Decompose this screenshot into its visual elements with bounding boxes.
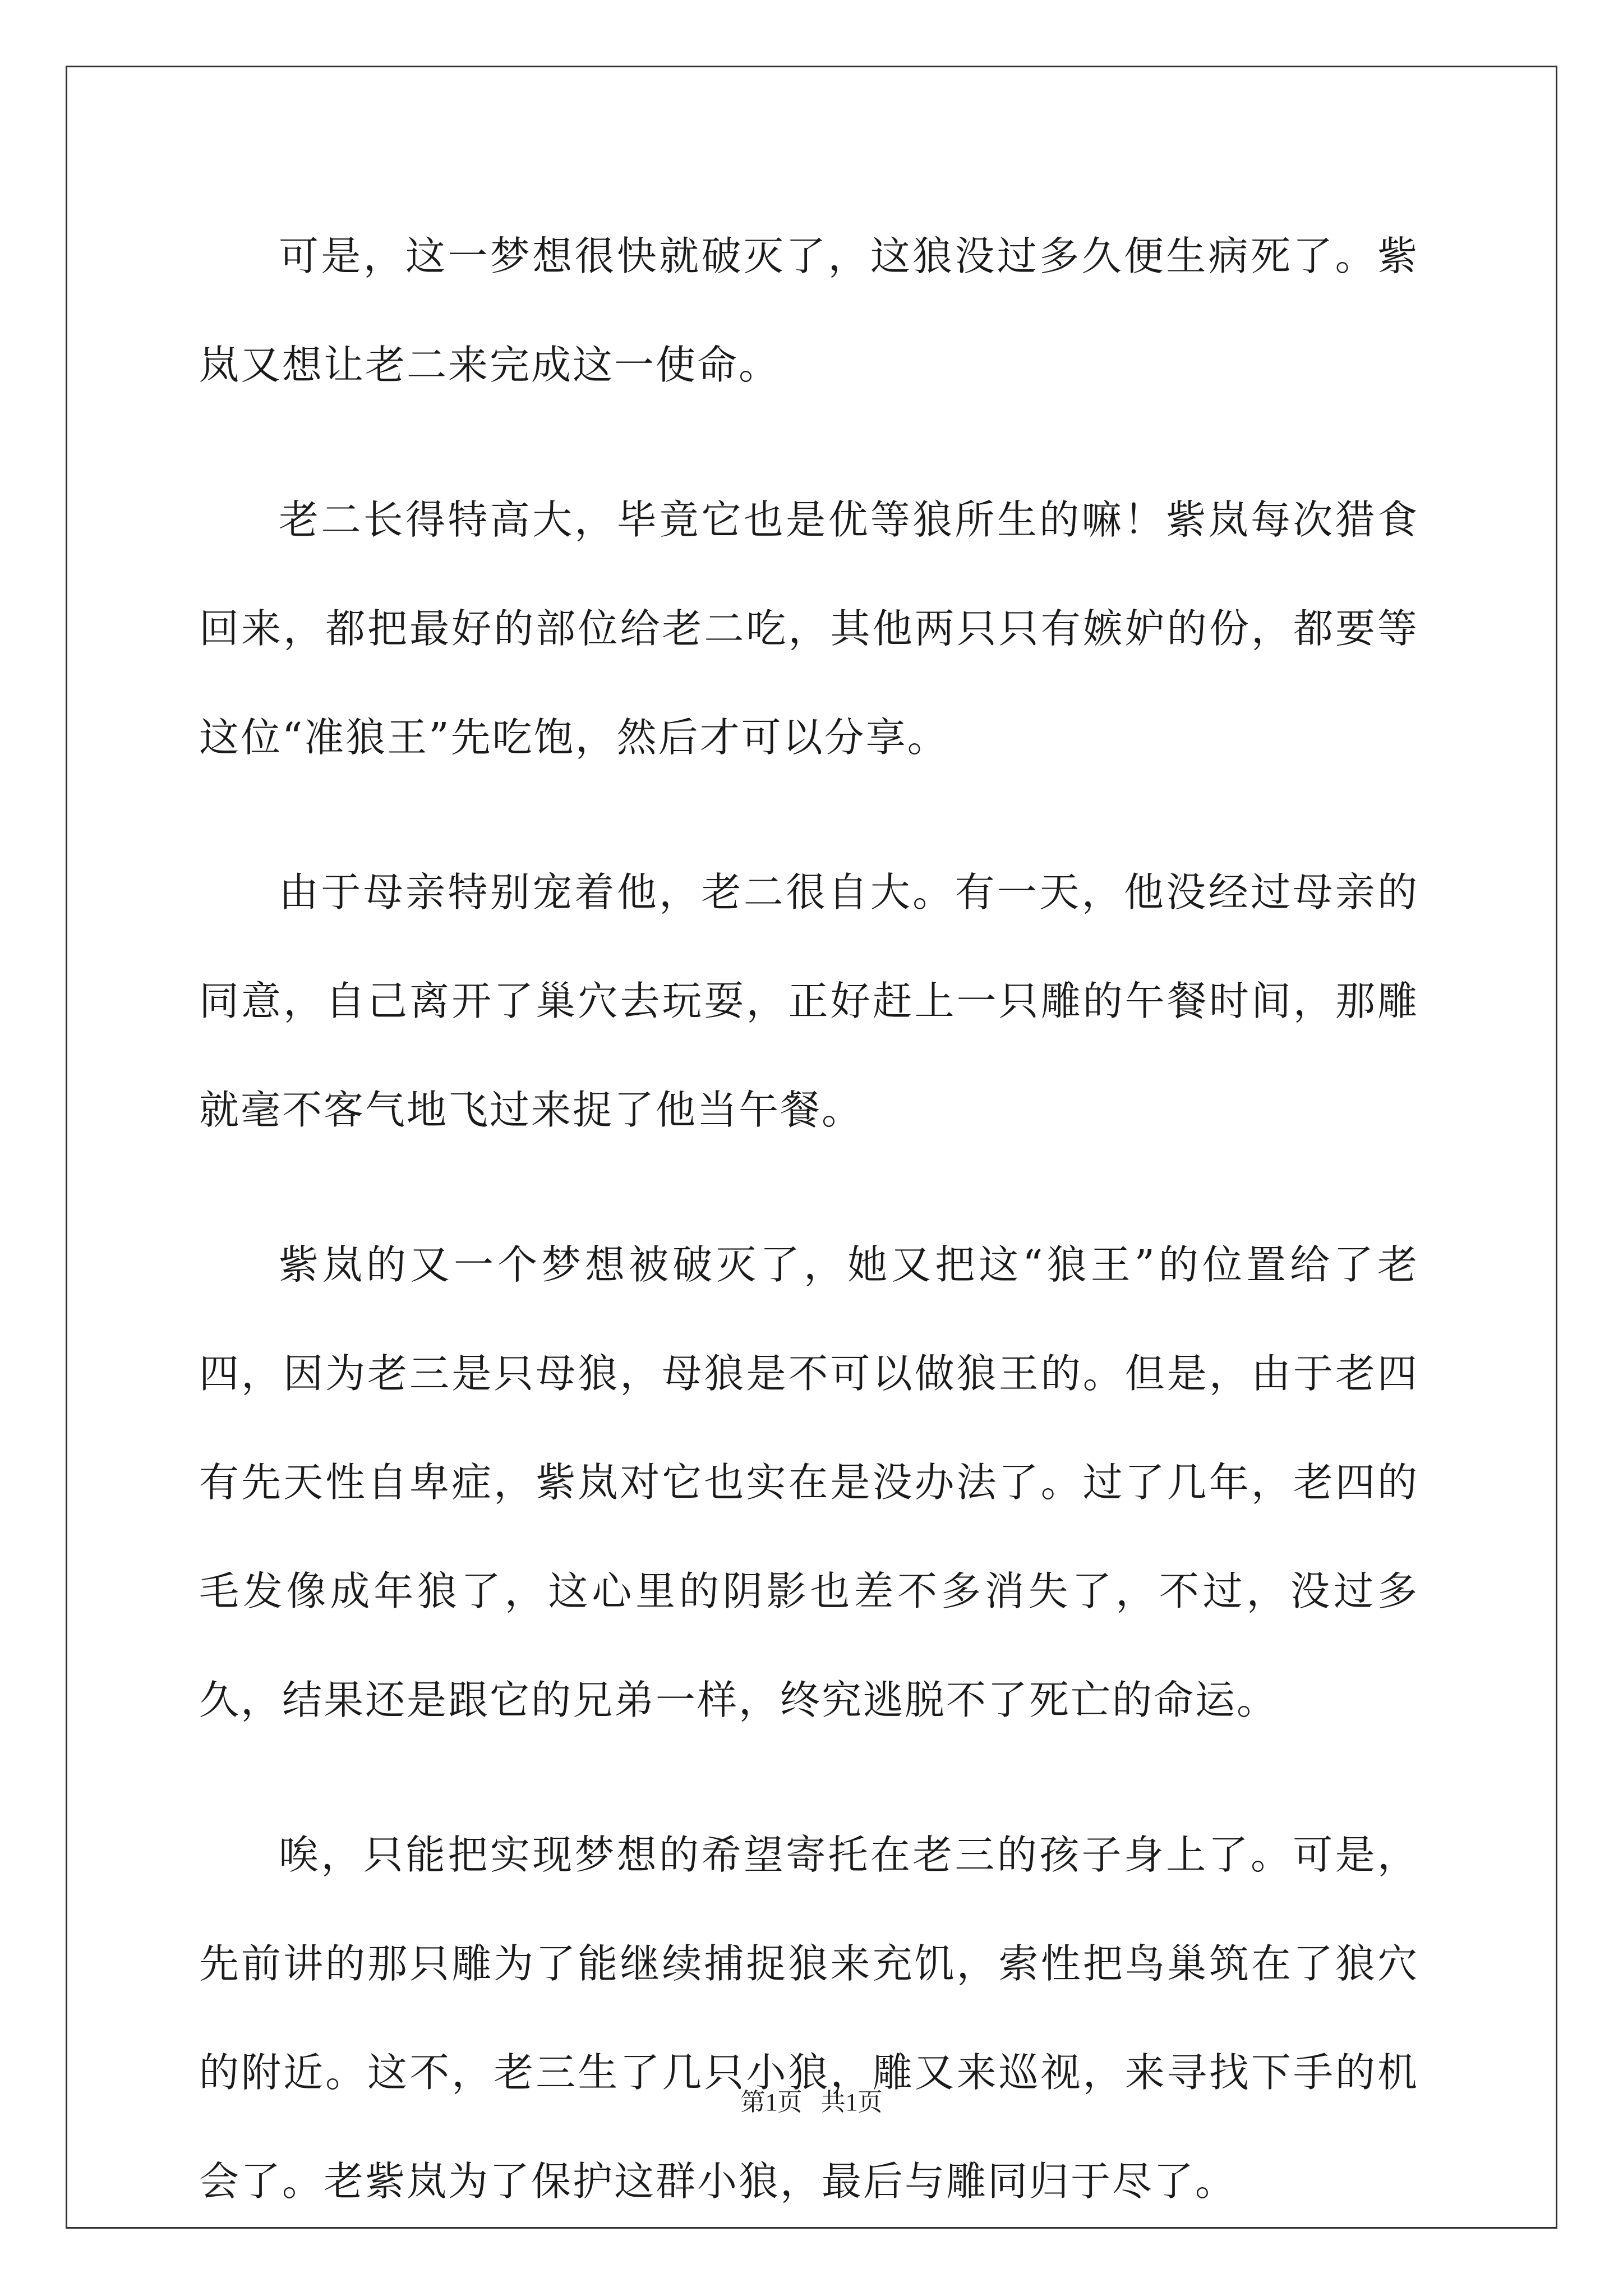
document-body	[199, 202, 1419, 2282]
paragraph-2: 老二长得特高大，毕竟它也是优等狼所生的嘛！紫岚每次猎食回来，都把最好的部位给老二吃，其他两只只有嫉妒的份，都要等这位“准狼王”先吃饱，然后才可以分享。	[199, 496, 1419, 761]
page-footer: 第1页 共1页	[740, 2088, 883, 2116]
paragraph-4: 紫岚的又一个梦想被破灭了，她又把这“狼王”的位置给了老四，因为老三是只母狼，母狼是不可以做狼王的。但是，由于老四有先天性自卑症，紫岚对它也实在是没办法了。过了几年，老四的毛发像成年狼了，这心里的阴影也差不多消失了，不过，没过多久，结果还是跟它的兄弟一样，终究逃脱不了死亡的命运。	[199, 1241, 1419, 1723]
paragraph-1: 可是，这一梦想很快就破灭了，这狼没过多久便生病死了。紫岚又想让老二来完成这一使命。	[199, 233, 1419, 388]
paragraph-5: 唉，只能把实现梦想的希望寄托在老三的孩子身上了。可是，先前讲的那只雕为了能继续捕捉狼来充饥，索性把鸟巢筑在了狼穴的附近。这不，老三生了几只小狼，雕又来巡视，来寻找下手的机会了。老紫岚为了保护这群小狼，最后与雕同归于尽了。	[199, 1832, 1419, 2205]
paragraph-3: 由于母亲特别宠着他，老二很自大。有一天，他没经过母亲的同意，自己离开了巢穴去玩耍，正好赶上一只雕的午餐时间，那雕就毫不客气地飞过来捉了他当午餐。	[199, 869, 1419, 1133]
